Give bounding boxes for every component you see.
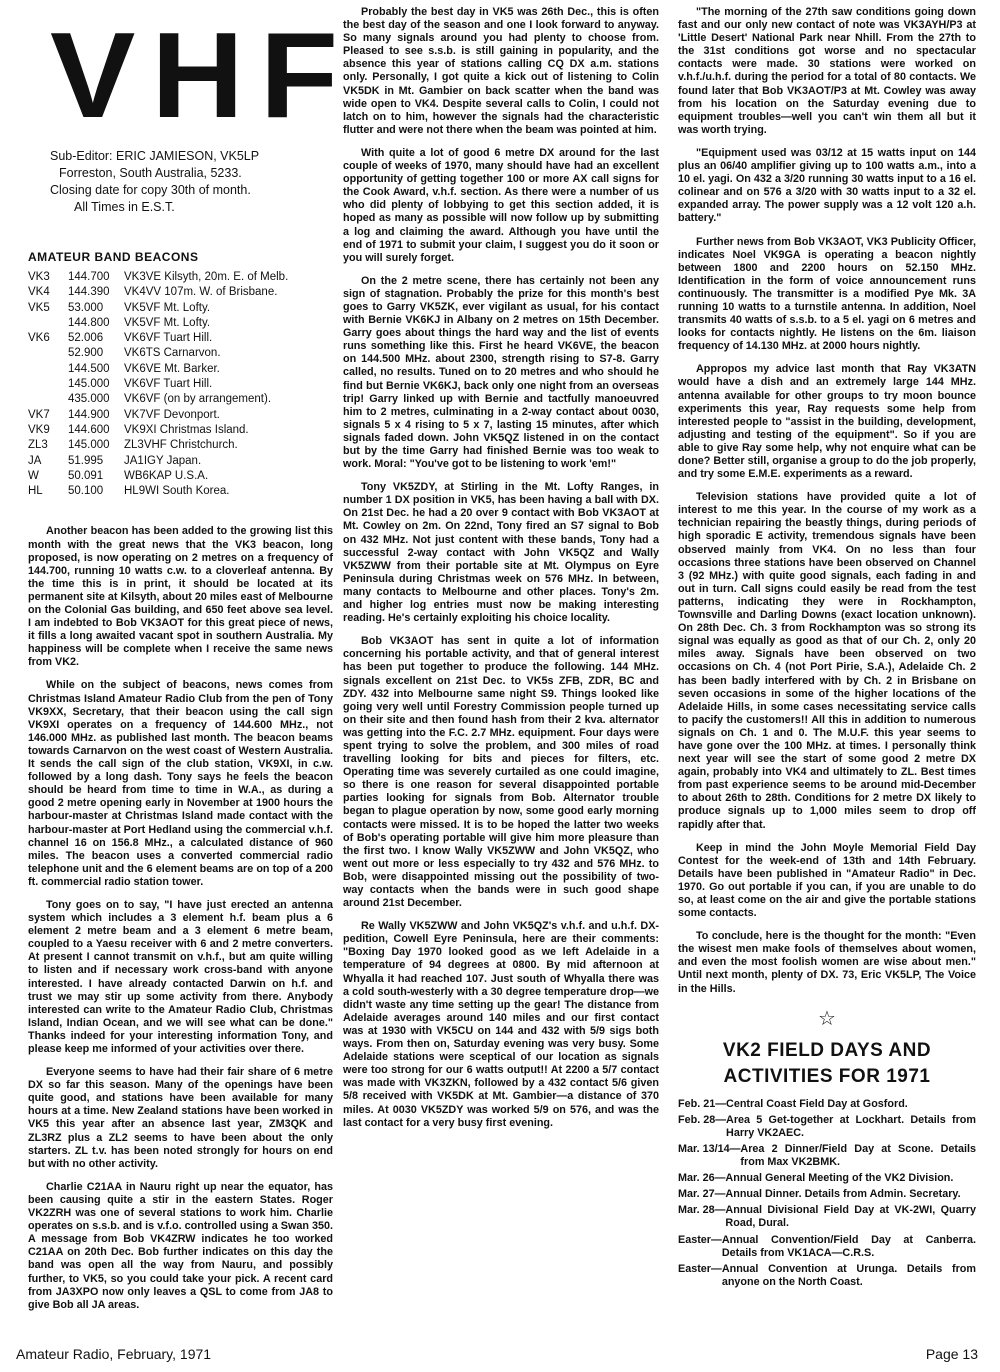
beacons-table — [28, 270, 288, 499]
closing-date-line: Closing date for copy 30th of month. — [50, 183, 251, 197]
beacon-frequency: 144.600 — [68, 423, 110, 436]
event-description: Annual Dinner. Details from Admin. Secretary. — [725, 1188, 961, 1201]
beacon-frequency: 52.900 — [68, 347, 104, 360]
beacon-description: VK6VE Mt. Barker. — [124, 362, 220, 375]
article-paragraph: Television stations have provided quite a lot of interest to me this year. In the course of my work as a technician repairing the beastly things, during periods of high sporadic E activity, tremendous signals have been observed mainly from VK4. On no less than four occasions three stations have been observed on Channel 3 (92 MHz.) with quite good signals, each fading in and out in turn. Call signs could easily be read from the test patterns, indicating they were in Rockhampton, Townsville and Darling Downs (exact location unknown). On 28th Dec. Ch. 3 from Rockhampton was so strong its signal was equally as good as that of our Ch. 2, only 20 miles away. Signals have been observed on two occasions on Ch. 4 (not Port Pirie, S.A.), Adelaide Ch. 2 has been badly interfered with by Ch. 2 in Brisbane on seven occasions in some of the higher locations of the Adelaide Hills, in some cases necessitating service calls to pacify the customers!! All this in addition to numerous signals on Ch. 1 and 0. The M.U.F. this year seems to have gone over the 100 MHz. at times. I personally think next year will see the start of some good 2 metre DX again, probably into VK4 and ultimately to ZL. Best times from past experience seems to be around mid-December to about 26th to 28th. Conditions for 2 metre DX likely to produce signals up to 1,000 miles seem to drop off rapidly after that. — [678, 491, 976, 831]
vk2-heading-line: ACTIVITIES FOR 1971 — [723, 1065, 931, 1087]
beacon-description: VK6VF (on by arrangement). — [124, 393, 272, 406]
beacon-frequency: 144.700 — [68, 271, 110, 283]
beacon-frequency: 50.091 — [68, 469, 104, 482]
column-3 — [678, 0, 976, 1292]
beacon-row — [28, 423, 288, 438]
article-paragraph: Bob VK3AOT has sent in quite a lot of information concerning his portable activity, and that of general interest has been put together to produce the following. 144 MHz. signals excellent on 21st Dec. to VK5s ZFB, ZDR, BC and ZDY. 432 into Melbourne same night S9. Things looked like going very well until Forestry Commission people turned up on their site and then found hash from their 2 kva. alternator was getting into the F.C. 2.7 MHz. equipment. Four days were spent trying to solve the problem, and 300 miles of road travelling looking for bits and pieces for filters, etc. Operating time was severely curtailed as one could imagine, so there is one reason for several disappointed portable parties looking for signals from Bob. Alternator trouble began to plague operation by now, some good early morning contacts were missed. It is to be hoped the latter two weeks of Bob's operating portable will give him more pleasure than the first two. I know Wally VK5ZWW and John VK5QZ, who went out more or less especially to try 432 and 576 MHz. to Bob, were disappointed missing out the possibility of two-way contacts when the bands were in such good shape around 21st December. — [343, 635, 659, 910]
event-date: Mar. 13/14— — [678, 1142, 741, 1155]
page-footer — [0, 1346, 1000, 1364]
beacon-call-area — [28, 316, 68, 331]
beacon-row — [28, 484, 288, 499]
event-date: Easter— — [678, 1262, 722, 1275]
time-zone-line: All Times in E.S.T. — [74, 200, 175, 214]
beacon-row — [28, 270, 288, 285]
footer-page-number: Page 13 — [925, 1346, 978, 1362]
beacon-call-area: VK7 — [28, 408, 50, 421]
beacon-row — [28, 331, 288, 346]
article-paragraph: Everyone seems to have had their fair share of 6 metre DX so far this season. Many of the openings have been quite good, and stations have been available for many hours at a time. New Zealand stations have been worked in VK5 this year after an absence last year, ZM3QK and ZL3RZ plus a ZL2 seems to have been about the only starters. ZL t.v. has been noted strongly for hours on end but with no other activity. — [28, 1066, 333, 1170]
article-paragraph: Re Wally VK5ZWW and John VK5QZ's v.h.f. and u.h.f. DX-pedition, Cowell Eyre Peninsula, here are their comments: "Boxing Day 1970 looked good as we left Adelaide in a temperature of 94 degrees at 0800. By mid afternoon at Whyalla it had reached 107. Just south of Whyalla there was a cold south-westerly with a 30 degree temperature drop—we didn't waste any time setting up the gear! The distance from Adelaide averages around 140 miles and our first contact was at 1930 with VK5CU on 144 and 432 with 5/9 sigs both ways. From then on, Saturday evening was very busy. Some Adelaide stations were sceptical of our location as signals were too strong for our 6 watts output!! At 2200 a 5/7 contact was made with VK3ZKN, followed by a 432 contact 5/6 given 5/8 received with VK5DK at Mt. Gambier—a distance of 370 miles. At 0030 VK5ZDY was worked 5/9 on 576, and was the last contact for a very busy first evening. — [343, 920, 659, 1129]
event-item — [678, 1172, 976, 1185]
beacon-frequency: 144.800 — [68, 316, 110, 329]
beacon-description: VK6VF Tuart Hill. — [124, 332, 213, 345]
event-item — [678, 1204, 976, 1230]
event-date: Mar. 28— — [678, 1204, 726, 1217]
event-item — [678, 1114, 976, 1140]
beacon-description: VK6VF Tuart Hill. — [124, 378, 213, 391]
article-paragraph: Charlie C21AA in Nauru right up near the equator, has been causing quite a stir in the eastern States. Roger VK2ZRH was one of several stations to work him. Charlie operates on s.s.b. and is v.f.o. controlled using a Swan 350. A message from Bob VK4ZRW indicates he too worked C21AA on 20th Dec. Bob further indicates on this day the band was open all the way from Nauru, and possibly further, to VK5, so you could take your pick. A recent card from JA3XPO now only leaves a QSL to come from JA8 to give Bob all JA areas. — [28, 1180, 333, 1311]
column-2-body — [343, 6, 659, 1130]
beacon-description: ZL3VHF Christchurch. — [124, 439, 238, 452]
beacon-row — [28, 392, 288, 407]
beacon-row — [28, 438, 288, 453]
article-paragraph: Tony VK5ZDY, at Stirling in the Mt. Lofty Ranges, in number 1 DX position in VK5, has been having a ball with DX. On 21st Dec. he had a 20 over 9 contact with Bob VK3AOT at Mt. Cowley on 2m. On 22nd, Tony fired an S7 signal to Bob on 432 MHz. Not just content with these bands, Tony had a successful 2-way contact with John VK5QZ and Wally VK5ZWW from their portable site at Mt. Olympus on Eyre Peninsula during Christmas week on 576 MHz. In between, many contacts to Melbourne and other places. Tony's 2m. and higher log entries must now be making interesting reading. He's certainly exploiting his choice locality. — [343, 481, 659, 625]
event-description: Annual Divisional Field Day at VK-2WI, Quarry Road, Dural. — [725, 1204, 976, 1230]
beacon-description: VK3VE Kilsyth, 20m. E. of Melb. — [124, 271, 289, 283]
beacon-call-area: VK6 — [28, 332, 50, 345]
article-paragraph: "The morning of the 27th saw conditions going down fast and our only new contact of note was VK3AYH/P3 at 'Little Desert' National Park near Nhill. From the 27th to the 31st conditions got worse and no spectacular contacts were made. 30 stations were worked on v.h.f./u.h.f. during the period for a total of 80 contacts. We found later that Bob VK3AOT/P3 at Mt. Cowley was away from his location on the Saturday evening due to equipment troubles—well you can't win them all but it was worth trying. — [678, 6, 976, 136]
beacon-call-area — [28, 362, 68, 377]
beacon-call-area: VK3 — [28, 271, 50, 283]
vk2-events-list — [678, 1098, 976, 1289]
article-paragraph: While on the subject of beacons, news comes from Christmas Island Amateur Radio Club from the pen of Tony VK9XX, Secretary, that their beacon using the call sign VK9XI operates on a frequency of 144.600 MHz., not 146.000 MHz. as published last month. The beacon beams towards Carnarvon on the west coast of Western Australia. It sends the call sign of the club station, VK9XI, in c.w. followed by a long dash. Tony says he feels the beacon should be heard from time to time in W.A., as during a good 2 metre opening early in November at 1900 hours the harbour-master at Christmas Island made contact with the harbour-master at Port Hedland using the commercial v.h.f. channel 16 on 156.8 MHz., a calculated distance of 960 miles. The beacon uses a converted commercial radio telephone unit and the 6 element beams are on top of a 200 ft. commercial radio station tower. — [28, 679, 333, 888]
article-paragraph: Tony goes on to say, "I have just erected an antenna system which includes a 3 element h.f. beam plus a 6 element 2 metre beam and a 3 element 6 metre beam, coupled to a Yaesu receiver with 6 and 2 metre converters. At present I cannot transmit on v.h.f., but am quite willing to listen and if necessary work cross-band with anyone interested. I have already contacted Darwin on h.f. and trust we may stir up some activity from there. Anybody interested can write to the Amateur Radio Club, Christmas Island, Indian Ocean, and we will see what can be done." Thanks indeed for your interesting information Tony, and please keep me informed of your activities over there. — [28, 898, 333, 1056]
event-item — [678, 1143, 976, 1169]
star-icon: ☆ — [818, 1005, 836, 1030]
article-paragraph: Another beacon has been added to the growing list this month with the great news that the VK3 beacon, long proposed, is now operating on 2 metres on a frequency of 144.700, running 10 watts c.w. to a cloverleaf antenna. By the time this is in print, it should be located at its permanent site at Kilsyth, about 20 miles east of Melbourne on the Colonial Gas building, and 650 feet above sea level. I am indebted to Bob VK3AOT for this great piece of news, it fills a long awaited vacant spot in southern Australia. My happiness will be complete when I receive the same news from VK2. — [28, 525, 333, 669]
beacon-description: VK5VF Mt. Lofty. — [124, 301, 211, 314]
beacon-description: VK5VF Mt. Lofty. — [124, 316, 211, 329]
beacon-description: VK6TS Carnarvon. — [124, 347, 221, 360]
beacon-call-area: W — [28, 469, 39, 482]
beacon-description: VK7VF Devonport. — [124, 408, 220, 421]
beacon-frequency: 144.900 — [68, 408, 110, 421]
beacon-description: JA1IGY Japan. — [124, 454, 202, 467]
address-line: Forreston, South Australia, 5233. — [59, 166, 242, 180]
beacon-frequency: 53.000 — [68, 301, 104, 314]
page-title: VHF — [50, 7, 354, 144]
article-paragraph: "Equipment used was 03/12 at 15 watts input on 144 plus an 06/40 amplifier giving up to 100 watts a.m., into a 10 el. yagi. On 432 a 3/20 running 30 watts input to a 16 el. colinear and on 576 a 3/20 with 30 watts input to a 32 el. expanded array. The power supply was a 12 volt 120 a.h. battery." — [678, 146, 976, 225]
beacon-frequency: 50.100 — [68, 485, 104, 498]
beacon-row — [28, 469, 288, 484]
beacon-call-area: VK4 — [28, 286, 50, 299]
beacon-frequency: 435.000 — [68, 393, 110, 406]
event-date: Mar. 26— — [678, 1172, 726, 1185]
column-2 — [343, 0, 659, 1140]
beacon-description: HL9WI South Korea. — [124, 485, 230, 498]
article-paragraph: Keep in mind the John Moyle Memorial Field Day Contest for the week-end of 13th and 14th February. Details have been published in "Amateur Radio" in Dec. 1970. Go out portable if you can, if you are unable to do so, at least come on the air and give the portable stations some contacts. — [678, 841, 976, 920]
event-date: Feb. 28— — [678, 1113, 727, 1126]
vk2-heading-line: VK2 FIELD DAYS AND — [722, 1039, 932, 1061]
beacon-row — [28, 377, 288, 392]
article-paragraph: To conclude, here is the thought for the month: "Even the wisest men make fools of themselves about women, and even the most foolish women are wise about men." Until next month, plenty of DX. 73, Eric VK5LP, The Voice in the Hills. — [678, 930, 976, 995]
beacon-frequency: 145.000 — [68, 439, 110, 452]
article-paragraph: Further news from Bob VK3AOT, VK3 Publicity Officer, indicates Noel VK9GA is operating a beacon nightly between 1800 and 2200 hours on 52.150 MHz. Identification in the form of voice announcement runs continuously. The transmitter is a modified Pye Mk. 3A running 10 watts to a turnstile antenna. In addition, Noel transmits 40 watts of s.s.b. to a 5 el. yagi on 6 metres and looks for contacts nightly. He listens on the 6m. liaison frequency of 14.130 MHz. at 2000 hours nightly. — [678, 235, 976, 353]
event-date: Feb. 21— — [678, 1097, 727, 1110]
beacon-row — [28, 408, 288, 423]
beacon-row — [28, 301, 288, 316]
subeditor-line: Sub-Editor: ERIC JAMIESON, VK5LP — [50, 149, 260, 163]
beacon-row — [28, 285, 288, 300]
event-item — [678, 1263, 976, 1289]
beacon-description: WB6KAP U.S.A. — [124, 469, 209, 482]
event-description: Area 5 Get-together at Lockhart. Details from Harry VK2AEC. — [726, 1113, 976, 1139]
event-description: Annual Convention/Field Day at Canberra. Details from VK1ACA—C.R.S. — [721, 1233, 976, 1259]
vk2-heading — [678, 1038, 976, 1090]
beacon-row — [28, 362, 288, 377]
footer-publication: Amateur Radio, February, 1971 — [16, 1346, 212, 1362]
beacon-description: VK9XI Christmas Island. — [124, 423, 249, 436]
beacon-call-area: VK5 — [28, 301, 50, 314]
beacon-frequency: 144.390 — [68, 286, 110, 299]
beacons-heading: AMATEUR BAND BEACONS — [28, 250, 199, 264]
beacon-call-area — [28, 346, 68, 361]
event-description: Area 2 Dinner/Field Day at Scone. Details from Max VK2BMK. — [740, 1142, 976, 1169]
beacon-row — [28, 346, 288, 361]
beacon-frequency: 145.000 — [68, 378, 110, 391]
beacon-call-area: ZL3 — [28, 439, 48, 452]
beacon-row — [28, 316, 288, 331]
beacon-frequency: 144.500 — [68, 362, 110, 375]
event-description: Annual General Meeting of the VK2 Division. — [725, 1172, 954, 1185]
column-1-body — [28, 525, 333, 1311]
event-date: Mar. 27— — [678, 1188, 726, 1201]
beacon-call-area: JA — [28, 454, 42, 467]
column-1 — [28, 0, 354, 1322]
beacon-description: VK4VV 107m. W. of Brisbane. — [124, 286, 278, 299]
beacon-call-area — [28, 392, 68, 407]
article-paragraph: On the 2 metre scene, there has certainly not been any sign of stagnation. Probably the prize for this month's best goes to Garry VK5ZK, ever vigilant as usual, for his contact with Bernie VK6KJ in Albany on 2 metres on 15th December. Garry goes about things the hard way and the list of events runs something like this. First he heard VK6VE, the beacon on 144.500 MHz. about 2300, strength rising to S7-8. Garry called, no results. Tuned on to 20 metres and who should he find but Bernie VK6KJ, back only one night from an overseas trip! Garry linked up with Bernie and tactfully manoeuvred him to 2 metres, culminating in a 2-way contact about 0030, signals 5 x 4 rising to 5 x 7, lasting 15 minutes, after which signals faded down. John VK5QZ listened in on the contact but by the time Garry had finished Bernie was too weak to work. Moral: "You've got to be listening to work 'em!" — [343, 274, 659, 471]
column-3-body — [678, 6, 976, 996]
subeditor-info — [50, 148, 333, 216]
event-item — [678, 1098, 976, 1111]
beacon-call-area — [28, 377, 68, 392]
beacon-call-area: VK9 — [28, 423, 50, 436]
beacon-frequency: 51.995 — [68, 454, 104, 467]
beacon-row — [28, 454, 288, 469]
event-description: Annual Convention at Urunga. Details from anyone on the North Coast. — [721, 1262, 976, 1288]
beacon-frequency: 52.006 — [68, 332, 104, 345]
article-paragraph: With quite a lot of good 6 metre DX around for the last couple of weeks of 1970, many should have had an excellent opportunity of getting together 100 or more AX call signs for the Cook Award, v.h.f. section. As there were a number of us who did plenty of lobbying to get this section added, it is hoped as many as possible will now follow up by submitting a log and claiming the award. Although you have until the end of 1971 to submit your claim, I suggest you do it soon or you will surely forget. — [343, 146, 659, 264]
event-description: Central Coast Field Day at Gosford. — [726, 1097, 908, 1110]
event-date: Easter— — [678, 1233, 722, 1246]
event-item — [678, 1234, 976, 1260]
article-paragraph: Appropos my advice last month that Ray VK3ATN would have a dish and an extremely large 144 MHz. antenna available for other groups to try moon bounce experiments this year, Ray requests some help from interested people to "assist in the building, development, adjusting and testing of the equipment". So if you are able to give Ray some help, why not enquire what can be done? Better still, organise a group to do the job properly, and try some E.M.E. experiments as a reward. — [678, 363, 976, 481]
event-item — [678, 1188, 976, 1201]
article-paragraph: Probably the best day in VK5 was 26th Dec., this is often the best day of the season and one I look forward to anyway. So many signals around you had plenty to choose from. Pleased to see s.s.b. is still gaining in popularity, and the absence this year of stations calling CQ DX a.m. stations only. Personally, I got quite a kick out of listening to Colin VK5DK in Mt. Gambier on back scatter when the band was wide open to VK4. Despite several calls to Colin, I could not latch on to him, however the signals had the characteristic flutter and were not there when the beam was pointed at him. — [343, 6, 659, 136]
beacon-call-area: HL — [28, 485, 43, 498]
